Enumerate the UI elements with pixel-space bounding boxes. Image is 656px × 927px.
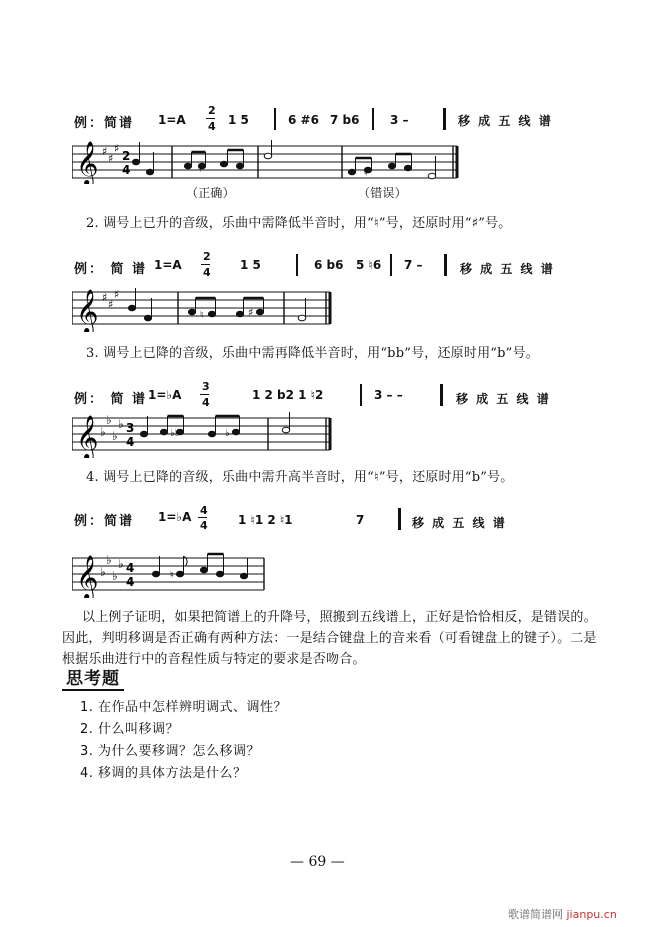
- svg-text:4: 4: [126, 575, 135, 589]
- svg-text:2: 2: [122, 149, 131, 163]
- svg-text:♯: ♯: [114, 142, 120, 155]
- example-1-time-num: 2: [208, 104, 216, 117]
- fraction-line: [201, 264, 210, 265]
- svg-text:♯: ♯: [108, 298, 114, 311]
- watermark: [508, 906, 617, 922]
- svg-text:♮: ♮: [198, 164, 202, 175]
- svg-text:3: 3: [126, 421, 135, 435]
- think-title: 思考题: [62, 664, 124, 691]
- example-4-jp-1: 1 ♮1 2 ♮1: [238, 513, 293, 527]
- example-3-label: 例： 简 谱: [74, 392, 148, 407]
- example-1-action: 移 成 五 线 谱: [458, 114, 553, 128]
- example-1-staff: [72, 140, 462, 184]
- svg-text:♭: ♭: [118, 417, 124, 431]
- example-4-time-num: 4: [200, 504, 208, 517]
- svg-text:♯: ♯: [248, 306, 254, 319]
- example-2-jp-4: 7 –: [404, 258, 423, 272]
- barline: [372, 108, 374, 130]
- example-1-jp-3: 7 b6: [330, 113, 360, 127]
- watermark-site-cn: 歌谱简谱网: [508, 908, 563, 921]
- example-3-action: 移 成 五 线 谱: [456, 392, 551, 406]
- example-2-jp-3: 5 ♮6: [356, 258, 382, 272]
- example-2-time-num: 2: [203, 250, 211, 263]
- example-3-key: 1=♭A: [148, 388, 182, 402]
- watermark-url: jianpu.cn: [566, 908, 617, 921]
- svg-text:♭: ♭: [106, 413, 112, 427]
- example-3-jp-2: 3 – –: [374, 388, 403, 402]
- barline-final: [440, 384, 443, 406]
- svg-text:♭: ♭: [112, 569, 118, 583]
- example-1-label: 例：简谱: [74, 116, 135, 131]
- svg-text:♭♭: ♭♭: [170, 428, 180, 439]
- example-2-time-den: 4: [203, 266, 211, 279]
- svg-text:𝄞: 𝄞: [76, 289, 99, 332]
- example-2-jp-1: 1 5: [240, 258, 261, 272]
- fraction-line: [198, 517, 207, 518]
- example-2-key: 1=A: [154, 258, 182, 272]
- barline-final: [444, 254, 447, 276]
- svg-text:𝄞: 𝄞: [76, 555, 99, 598]
- example-3-staff: [72, 412, 334, 458]
- barline-final: [443, 108, 446, 130]
- svg-text:♮: ♮: [364, 168, 368, 179]
- example-4-time-den: 4: [200, 519, 208, 532]
- fraction-line: [206, 118, 215, 119]
- svg-text:4: 4: [122, 163, 131, 177]
- example-4-key: 1=♭A: [158, 510, 192, 524]
- conclusion-line-1: 以上例子证明，如果把简谱上的升降号，照搬到五线谱上，正好是恰恰相反，是错误的。: [82, 610, 597, 625]
- svg-text:♭: ♭: [100, 565, 106, 579]
- svg-text:♭: ♭: [112, 429, 118, 443]
- svg-text:♯: ♯: [102, 291, 108, 304]
- example-1-jp-4: 3 –: [390, 113, 409, 127]
- svg-text:♭: ♭: [106, 553, 112, 567]
- rule-4: 4. 调号上已降的音级，乐曲中需升高半音时，用“♮”号，还原时用“b”号。: [86, 470, 514, 485]
- question-1: 1. 在作品中怎样辨明调式、调性？: [80, 700, 288, 715]
- page-number: — 69 —: [290, 854, 345, 870]
- example-1-jp-2: 6 #6: [288, 113, 319, 127]
- example-4-label: 例：简谱: [74, 514, 135, 529]
- question-2: 2. 什么叫移调？: [80, 722, 180, 737]
- svg-text:4: 4: [126, 561, 135, 575]
- svg-text:♭: ♭: [225, 428, 230, 439]
- rule-2: 2. 调号上已升的音级，乐曲中需降低半音时，用“♮”号，还原时用“♯”号。: [86, 216, 512, 231]
- barline: [360, 384, 362, 406]
- example-2-label: 例： 简 谱: [74, 262, 148, 277]
- barline: [390, 254, 392, 276]
- svg-text:♮: ♮: [170, 570, 174, 581]
- example-2-jp-2: 6 b6: [314, 258, 344, 272]
- svg-text:𝄞: 𝄞: [76, 415, 99, 458]
- svg-text:♭: ♭: [100, 425, 106, 439]
- svg-text:♯: ♯: [102, 145, 108, 158]
- conclusion-line-3: 根据乐曲进行中的音程性质与特定的要求是否吻合。: [62, 652, 366, 667]
- example-3-jp-1: 1 2 b2 1 ♮2: [252, 388, 324, 402]
- example-1-jp-1: 1 5: [228, 113, 249, 127]
- svg-text:♯: ♯: [114, 288, 120, 301]
- barline: [296, 254, 298, 276]
- barline-final: [398, 508, 401, 530]
- barline: [274, 108, 276, 130]
- example-4-jp-2: 7: [356, 513, 365, 527]
- example-1-time-den: 4: [208, 120, 216, 133]
- svg-text:4: 4: [126, 435, 135, 449]
- example-4-action: 移 成 五 线 谱: [412, 516, 507, 530]
- example-4-staff: [72, 552, 268, 598]
- rule-3: 3. 调号上已降的音级，乐曲中需再降低半音时，用“bb”号，还原时用“b”号。: [86, 346, 539, 361]
- svg-text:♯: ♯: [108, 152, 114, 165]
- example-3-time-den: 4: [202, 396, 210, 409]
- caption-wrong: （错误）: [358, 186, 407, 200]
- question-3: 3. 为什么要移调？怎么移调？: [80, 744, 261, 759]
- example-1-key: 1=A: [158, 113, 186, 127]
- example-3-time-num: 3: [202, 380, 210, 393]
- caption-correct: （正确）: [186, 186, 235, 200]
- svg-text:𝄞: 𝄞: [76, 141, 99, 184]
- example-2-action: 移 成 五 线 谱: [460, 262, 555, 276]
- svg-text:♮: ♮: [200, 310, 204, 321]
- fraction-line: [200, 394, 209, 395]
- question-4: 4. 移调的具体方法是什么？: [80, 766, 247, 781]
- conclusion-line-2: 因此，判明移调是否正确有两种方法：一是结合键盘上的音来看（可看键盘上的键子）。二是: [62, 631, 597, 646]
- svg-text:♭: ♭: [118, 557, 124, 571]
- example-2-staff: [72, 286, 334, 332]
